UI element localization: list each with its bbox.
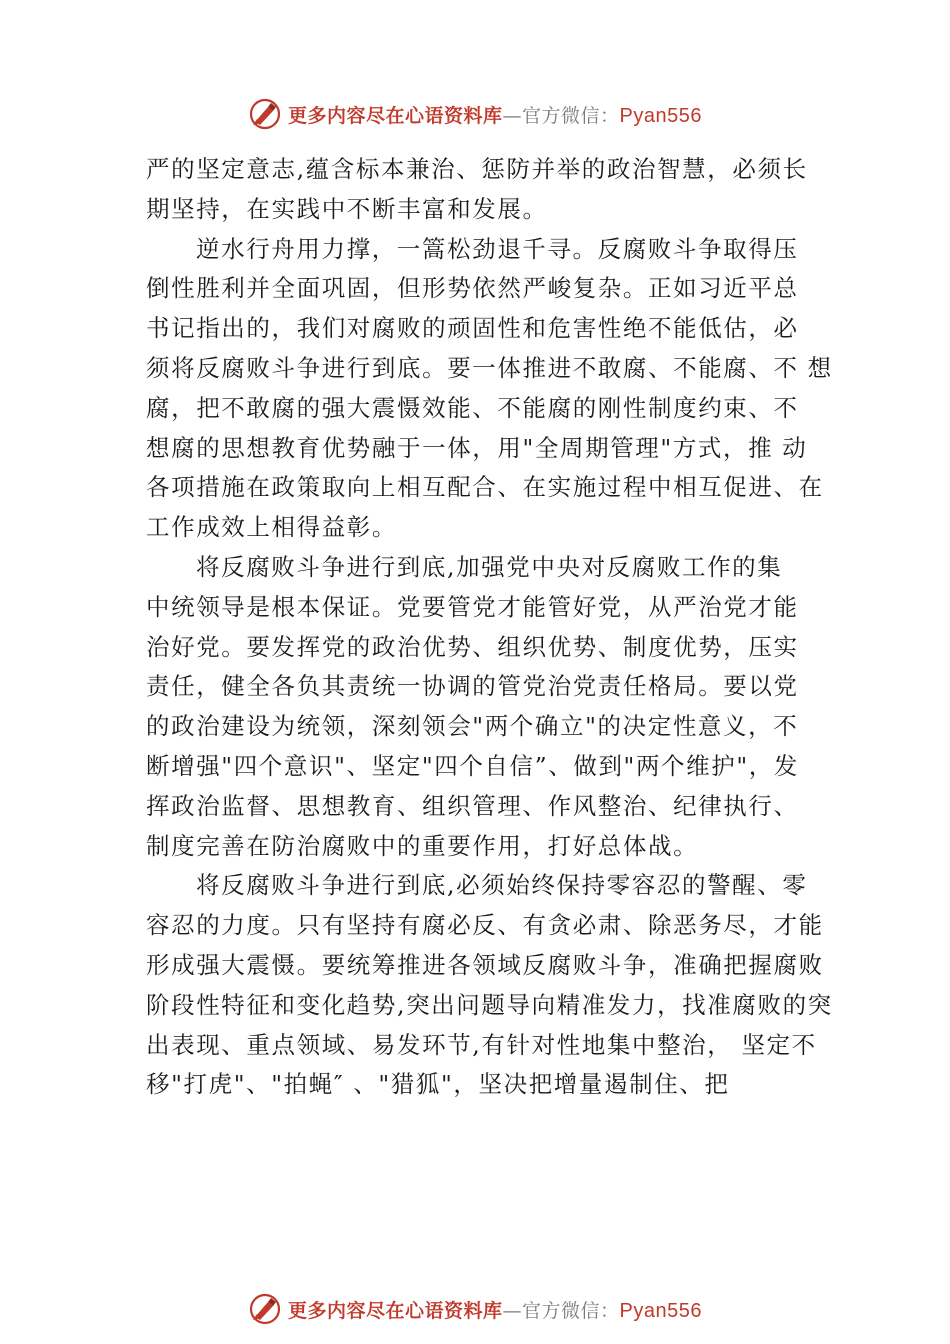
text-line: 治好党。要发挥党的政治优势、组织优势、制度优势，压实 — [146, 632, 799, 661]
header-banner-text — [288, 101, 702, 128]
document-body — [146, 150, 836, 1105]
banner-separator-text: —官方微信： — [502, 104, 620, 127]
text-line: 的政治建设为统领，深刻领会"两个确立"的决定性意义，不 — [146, 712, 799, 741]
banner-brand-text: Pyan556 — [619, 1299, 702, 1322]
footer-banner-text — [288, 1296, 702, 1323]
paragraph-start-line: 逆水行舟用力撑，一篙松劲退千寻。反腐败斗争取得压 — [196, 234, 799, 263]
pen-logo-icon — [248, 97, 282, 131]
header-banner — [0, 94, 950, 134]
text-line: 想腐的思想教育优势融于一体，用"全周期管理"方式，推 动 — [146, 433, 808, 462]
paragraph-start-line: 将反腐败斗争进行到底,必须始终保持零容忍的警醒、零 — [196, 871, 808, 900]
text-line: 制度完善在防治腐败中的重要作用，打好总体战。 — [146, 831, 699, 860]
text-line: 容忍的力度。只有坚持有腐必反、有贪必肃、除恶务尽，才能 — [146, 911, 824, 940]
text-line: 形成强大震慑。要统筹推进各领域反腐败斗争，准确把握腐败 — [146, 950, 824, 979]
text-line: 挥政治监督、思想教育、组织管理、作风整治、纪律执行、 — [146, 791, 799, 820]
text-line: 中统领导是根本保证。党要管党才能管好党，从严治党才能 — [146, 592, 799, 621]
text-line: 移"打虎"、"拍蝇″ 、"猎狐"，坚决把增量遏制住、把 — [146, 1070, 730, 1099]
text-line: 出表现、重点领域、易发环节,有针对性地集中整治， 坚定不 — [146, 1030, 817, 1059]
footer-banner — [0, 1289, 950, 1329]
text-line: 阶段性特征和变化趋势,突出问题导向精准发力，找准腐败的突 — [146, 990, 833, 1019]
text-line: 须将反腐败斗争进行到底。要一体推进不敢腐、不能腐、不 想 — [146, 353, 833, 382]
text-line: 倒性胜利并全面巩固，但形势依然严峻复杂。正如习近平总 — [146, 274, 799, 303]
text-line: 腐，把不敢腐的强大震慑效能、不能腐的刚性制度约束、不 — [146, 393, 799, 422]
paragraph-start-line: 将反腐败斗争进行到底,加强党中央对反腐败工作的集 — [196, 552, 783, 581]
text-line: 责任，健全各负其责统一协调的管党治党责任格局。要以党 — [146, 672, 799, 701]
text-line: 断增强"四个意识"、坚定"四个自信”、做到"两个维护"，发 — [146, 751, 799, 780]
text-line: 工作成效上相得益彰。 — [146, 513, 397, 542]
banner-main-text: 更多内容尽在心语资料库 — [288, 104, 503, 127]
text-line: 严的坚定意志,蕴含标本兼治、惩防并举的政治智慧，必须长 — [146, 155, 808, 183]
text-line: 期坚持，在实践中不断丰富和发展。 — [146, 194, 548, 223]
pen-logo-icon — [248, 1292, 282, 1326]
banner-separator-text: —官方微信： — [502, 1299, 620, 1322]
banner-brand-text: Pyan556 — [619, 104, 702, 127]
banner-main-text: 更多内容尽在心语资料库 — [288, 1299, 503, 1322]
text-line: 书记指出的，我们对腐败的顽固性和危害性绝不能低估，必 — [146, 314, 799, 343]
text-line: 各项措施在政策取向上相互配合、在实施过程中相互促进、在 — [146, 473, 824, 502]
